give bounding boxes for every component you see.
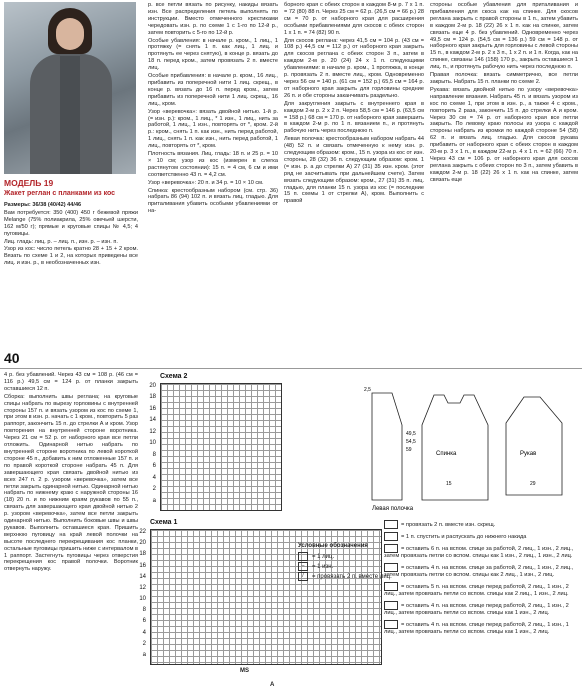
col2-paragraph-1: р. все петли вязать по рисунку, накиды вязать изн. Все распределения петель выполнять по инструкции. Вместо отмеченного крестиками чередовать изн. р. по схеме 1 с 1-го по 12-й р., затем повторить с 5-го по 12-й р. xyxy=(148,2,278,36)
stockinette-paragraph: Лиц. гладь: лиц. р. – лиц. п., изн. р. – изн. п. xyxy=(4,238,118,245)
symbol-key-item: = оставить 4 п. на вспом. спице перед работой, 2 лиц., 1 изн., 2 лиц., затем провязать петли со вспом. спицы как 1 изн., 2 лиц. xyxy=(384,603,569,616)
assembly-paragraph: Сборка: выполнить швы реглана; на круговые спицы набрать по вырезу горловины с внутренней стороны 157 п. и вязать узором из кос по схеме 1, при этом в изн. р. начать с 1 кром., повторить 5 раз раппорт, закончить 15 п. до стрелки А и кром. Узор повторения на внутренней стороне воротника. Через 21 см = 52 р. от наборного края все петли отложить. Одинарной нитью набрать по внутренней стороне воротника по левой короткой стороне 45 п., добавить к ним отложенные 157 п. и по правой короткой стороне набрать 45 п. Для завершающего края связать двойной нитью из всех 247 п. 2 р. узором «веревочка», затем все петли закрыть одинарной нитью. Одинарной нитью набрать по нижнему краю с наружной стороны 16 (18) 20 п. и по нижним краям рукавов по 55 п., связать для завершающего края двойной нитью 2 р. узором «веревочка», затем все петли закрыть одинарной нитью. Выполнить боковые швы и швы рукавов. Выполнить оставшиеся края. Пришить верхнюю пуговицу на край левой полочки на высоте последнего перекрещивания кос планки, остальные пуговицы пришить ниже с интервалом в 1 раппорт. Застегнуть пуговицы через отверстия перекрещения кос правой полочки. Воротник отвернуть наружу. xyxy=(4,393,138,573)
stitch-symbol-icon xyxy=(384,532,398,541)
row-number: 4 xyxy=(142,629,146,636)
col2-paragraph-5: Плотность вязания. Лиц. гладь: 18 п. и 25 р. = 10 × 10 см; узор из кос (измерен в слегка растянутом состоянии): 15 п. = 4 см, 6 см и ими соответственно 43 п. = 4,2 см. xyxy=(148,151,278,178)
row-number: 18 xyxy=(149,394,156,401)
symbol-key-item: = провязать 2 п. вместе изн. скрещ. xyxy=(384,520,578,529)
text-column-2 xyxy=(148,2,278,216)
symbol-key-item: = оставить 4 п. на вспом. спице перед работой, 2 лиц., 1 изн., 1 лиц., затем провязать петли со вспом. спицы как 1 изн., 2 лиц. xyxy=(384,622,569,635)
model-subtitle: Жакет реглан с планками из кос xyxy=(4,190,116,197)
materials-paragraph: Вам потребуется: 350 (400) 450 г бежевой пряжи Melange (75% полиакрила, 25% овечьей шерсти, 162 м/50 г); прямые и круговые спицы № 4,5; 4 пуговицы. xyxy=(4,209,138,237)
page-number: 40 xyxy=(4,350,20,366)
stitch-symbol-icon xyxy=(384,544,398,553)
col3-paragraph-1: борного края с обеих сторон в каждом 8-м р. 7 х 1 п. = 72 (80) 88 п. Через 25 см = 62 р. (26,5 см = 66 р.) 28 см = 70 р. от наборного края для расширения особыми прибавлениями для скосов с обеих сторон 1 х 1 п. = 74 (82) 90 п. xyxy=(284,2,424,36)
symbol-key-item: = 1 п. спустить и распускать до нижнего накида xyxy=(384,532,578,541)
knit-stitch-icon xyxy=(298,552,308,561)
text-column-5 xyxy=(4,372,138,574)
legend-item-purl: – = 1 изн. xyxy=(298,562,392,572)
photo-face xyxy=(56,18,84,50)
stitch-symbol-icon xyxy=(384,520,398,529)
row-number: a xyxy=(142,651,146,658)
back-pattern-piece xyxy=(422,395,488,500)
stitch-symbol-icon xyxy=(384,563,398,572)
row-number: 8 xyxy=(142,607,146,614)
row-number: 10 xyxy=(139,596,146,602)
legend-title: Условные обозначения xyxy=(298,543,368,549)
legend-item-knit: = 1 лиц. xyxy=(298,552,392,562)
row-number: 10 xyxy=(149,440,156,447)
section-divider xyxy=(0,368,582,369)
col2-paragraph-6: Узор «веревочка»: 20 п. и 34 р. = 10 × 10 см. xyxy=(148,179,264,186)
row-number: 12 xyxy=(149,428,156,435)
model-photo xyxy=(4,2,136,174)
back-label: Спинка xyxy=(436,451,457,457)
text-column-4 xyxy=(430,2,578,185)
col2-paragraph-3: Особые прибавления: в начале р. кром., 16 лиц., прибавить из поперечной нити 1 лиц. скрещ., в конце р. вязать до 16 п. перед кром., затем прибавить из поперечной нити 1 лиц. скрещ., 16 лиц., кром. xyxy=(148,73,278,107)
row-number: 20 xyxy=(149,383,156,389)
dim-6: 29 xyxy=(530,481,536,487)
row-number: 8 xyxy=(152,451,156,458)
col4-paragraph-3: Рукава: вязать двойной нитью по узору «веревочка» направление вязания. Набрать 45 п. и вязать узором из кос по схеме 1, при этом в изн. р., а также 4 с кром., повторить 2 раза, закончить 15 п. до стрелки А и кром. Через 30 см = 74 р. от наборного края все петли закрыть. По левому краю полосы из узора с каждой стороны набрать из кромки по каждой стороне 54 (58) 62 п. и вязать лиц. гладью. Для скосов рукава прибавить от наборного края с обеих сторон в каждом 20-м р. 3 х 1 п., в каждом 22-м р. 4 х 1 п. = 62 (66) 70 п. Через 43 см = 106 р. от наборного края для скосов реглана закрыть с обеих сторон по 3 п., затем убавить в каждом 2-м р. 18 (22) 26 х 1 п. как на спинке, затем связать еще xyxy=(430,86,578,183)
scheme-1-row-numbers xyxy=(132,529,146,663)
text-column-3 xyxy=(284,2,424,206)
row-number: 2 xyxy=(142,640,146,647)
dim-5: 15 xyxy=(446,481,452,487)
legend-item-k2tog: / = провязать 2 п. вместе лиц. xyxy=(298,572,392,582)
col2-paragraph-4: Узор «веревочка»: вязать двойной нитью. 1-й р. (= изн. р.): кром., 1 лиц., * 1 изн., 1 лиц., нить за работой, 1 лиц., 1 изн., повторять от *, кром. 2-й р.: кром., снять 1 п. как изн., нить перед работой, 1 лиц., снять 1 п. как изн., нить перед работой, 1 лиц., повторять от *, кром. xyxy=(148,108,278,150)
ms-label: MS xyxy=(240,668,249,674)
scheme-2-title: Схема 2 xyxy=(160,373,188,380)
model-title: МОДЕЛЬ 19 xyxy=(4,178,54,188)
col5-paragraph-1: 4 р. без убавлений. Через 43 см = 108 р. (46 см = 116 р.) 49,5 см = 124 р. от планки закрыть оставшиеся 12 п. xyxy=(4,372,138,392)
symbol-key-item: = оставить 6 п. на вспом. спице за работой, 2 лиц., 1 изн., 2 лиц., затем провязать петли со вспом. спицы как 1 изн., 2 лиц., 1 изн., 2 лиц. xyxy=(384,546,574,559)
stitch-symbol-icon xyxy=(384,582,398,591)
row-number: 4 xyxy=(152,474,156,481)
sleeve-label: Рукав xyxy=(520,451,537,457)
row-number: 22 xyxy=(139,529,146,535)
front-pattern-piece xyxy=(372,393,402,500)
row-number: 16 xyxy=(139,562,146,569)
col2-paragraph-2: Особые убавления: в начале р. кром., 1 лиц., 1 протяжку (= снять 1 п. как лиц., 1 лиц. и протянуть ее через снятую), в конце р. вязать до 18 п. перед кром., затем провязать 2 п. вместе лиц. xyxy=(148,37,278,72)
stitch-symbol-icon xyxy=(384,620,398,629)
stitch-symbol-icon xyxy=(384,601,398,610)
scheme-2-row-numbers xyxy=(142,383,156,509)
symbol-key-item: = оставить 5 п. на вспом. спице перед работой, 2 лиц., 1 изн., 2 лиц., затем провязать петли со вспом. спицы как 2 лиц., 1 изн., 2 лиц. xyxy=(384,584,569,597)
arrow-a-label: A xyxy=(270,682,275,688)
row-number: 14 xyxy=(149,417,156,424)
scheme-2-grid xyxy=(160,383,282,511)
scheme-1-title: Схема 1 xyxy=(150,519,178,526)
dim-3: 54,5 xyxy=(406,439,416,445)
row-number: 20 xyxy=(139,540,146,547)
row-number: 18 xyxy=(139,551,146,558)
col3-paragraph-2: Для скосов реглана: через 41,5 см = 104 р. (43 см = 108 р.) 44,5 см = 112 р.) от наборного края закрыть для скосов реглана с обеих сторон 3 п., затем в каждом 2-м р. 20 (24) 24 х 1 п. следующими убавлениями: в начале р. кром., 1 протяжка, в конце р. провязать 2 п. вместе лиц., кром. Одновременно через 56 см = 140 р. (61 см = 152 р.) 65,5 см = 164 р. от наборного края закрыть для горловины средние 26 п. и обе стороны заканчивать раздельно. xyxy=(284,37,424,99)
row-number: 6 xyxy=(142,618,146,625)
row-number: 16 xyxy=(149,405,156,412)
purl-stitch-icon: – xyxy=(298,562,308,571)
row-number: 14 xyxy=(139,573,146,580)
garment-schematics xyxy=(364,385,578,515)
col3-paragraph-4: Левая полочка: крестообразным набором набрать 44 (48) 52 п. и связать отмеченную к нему изн. р. следующим образом: кром., 15 п. узора из кос от изн. стороны, 28 (32) 36 п. следующим образом: кром. 1 (= изн. р. а до стрелки А) 27 (31) 35 изн. кром. (этот ряд не засчитывать при дальнейшем счете). Затем вязать следующим образом: кром., 27 (31) 35 п. лиц. гладью, для планки 15 п. узора из кос (= последние 15 п. схемы 1 от стрелки А), кром. Выполнить с правой xyxy=(284,136,424,205)
row-number: 12 xyxy=(139,584,146,591)
col4-paragraph-2: Правая полочка: вязать симметрично, все петли закрыть. Набрать 15 п. планки по схеме 2. xyxy=(430,72,578,85)
col2-paragraph-7: Спинка: крестообразным набором (см. стр. 36) набрать 86 (94) 102 п. и вязать лиц. гладью. Для приталивания убавить особыми убавлениями от на- xyxy=(148,187,278,215)
symbol-key xyxy=(384,520,578,639)
photo-jacket-placket xyxy=(60,56,80,174)
dim-2: 49,5 xyxy=(406,431,416,437)
row-number: 2 xyxy=(152,486,156,493)
left-front-label: Левая полочка xyxy=(372,506,414,512)
k2tog-icon: / xyxy=(298,572,308,581)
col4-paragraph-1: стороны особые убавления для приталивания и прибавления для скоса как на спинке. Для скосов реглана закрыть с правой стороны в 1 п., затем убавить в каждом 2-м р. 18 (22) 26 х 1 п. как на спинке, затем связать еще 4 р. без убавлений. Одновременно через 49,5 см = 124 р. (54,5 см = 136 р.) 59 см = 148 р. от наборного края закрыть для горловины с левой стороны 15 п., в каждом 2-м р. 2 х 3 п., 1 х 2 п. и 1 п. Когда, как на спинке, связаны 146 (158) 170 р., закрыть оставшиеся 1 лиц. п., и протянуть рабочую нить через последнюю п. xyxy=(430,2,578,71)
row-number: a xyxy=(152,497,156,504)
symbol-key-item: = оставить 4 п. на вспом. спице за работой, 2 лиц., 1 изн., 2 лиц., затем провязать петли со вспом. спицы как 2 лиц., 1 изн., 2 лиц. xyxy=(384,565,574,578)
cable-pattern-paragraph: Узор из кос: число петель кратно 28 + 15 + 2 кром. Вязать по схеме 1 и 2, на которых приведены все лиц. и изн. р., в необозначенных изн. xyxy=(4,246,138,267)
text-column-1 xyxy=(4,202,138,268)
row-number: 6 xyxy=(152,463,156,470)
sizes-paragraph: Размеры: 36/38 (40/42) 44/46 xyxy=(4,202,82,208)
col3-paragraph-3: Для закругления закрыть с внутреннего края в каждом 2-м р. 2 х 2 п. Через 58,5 см = 146 р. (63,5 см = 158 р.) 68 см = 170 р. от наборного края завершить в каждом 2-м р. по 1 п. вязанием п., и протянуть рабочую нить через последнюю п. xyxy=(284,100,424,135)
legend xyxy=(298,543,392,582)
dim-4: 59 xyxy=(406,447,412,453)
dim-1: 2,5 xyxy=(364,387,371,393)
